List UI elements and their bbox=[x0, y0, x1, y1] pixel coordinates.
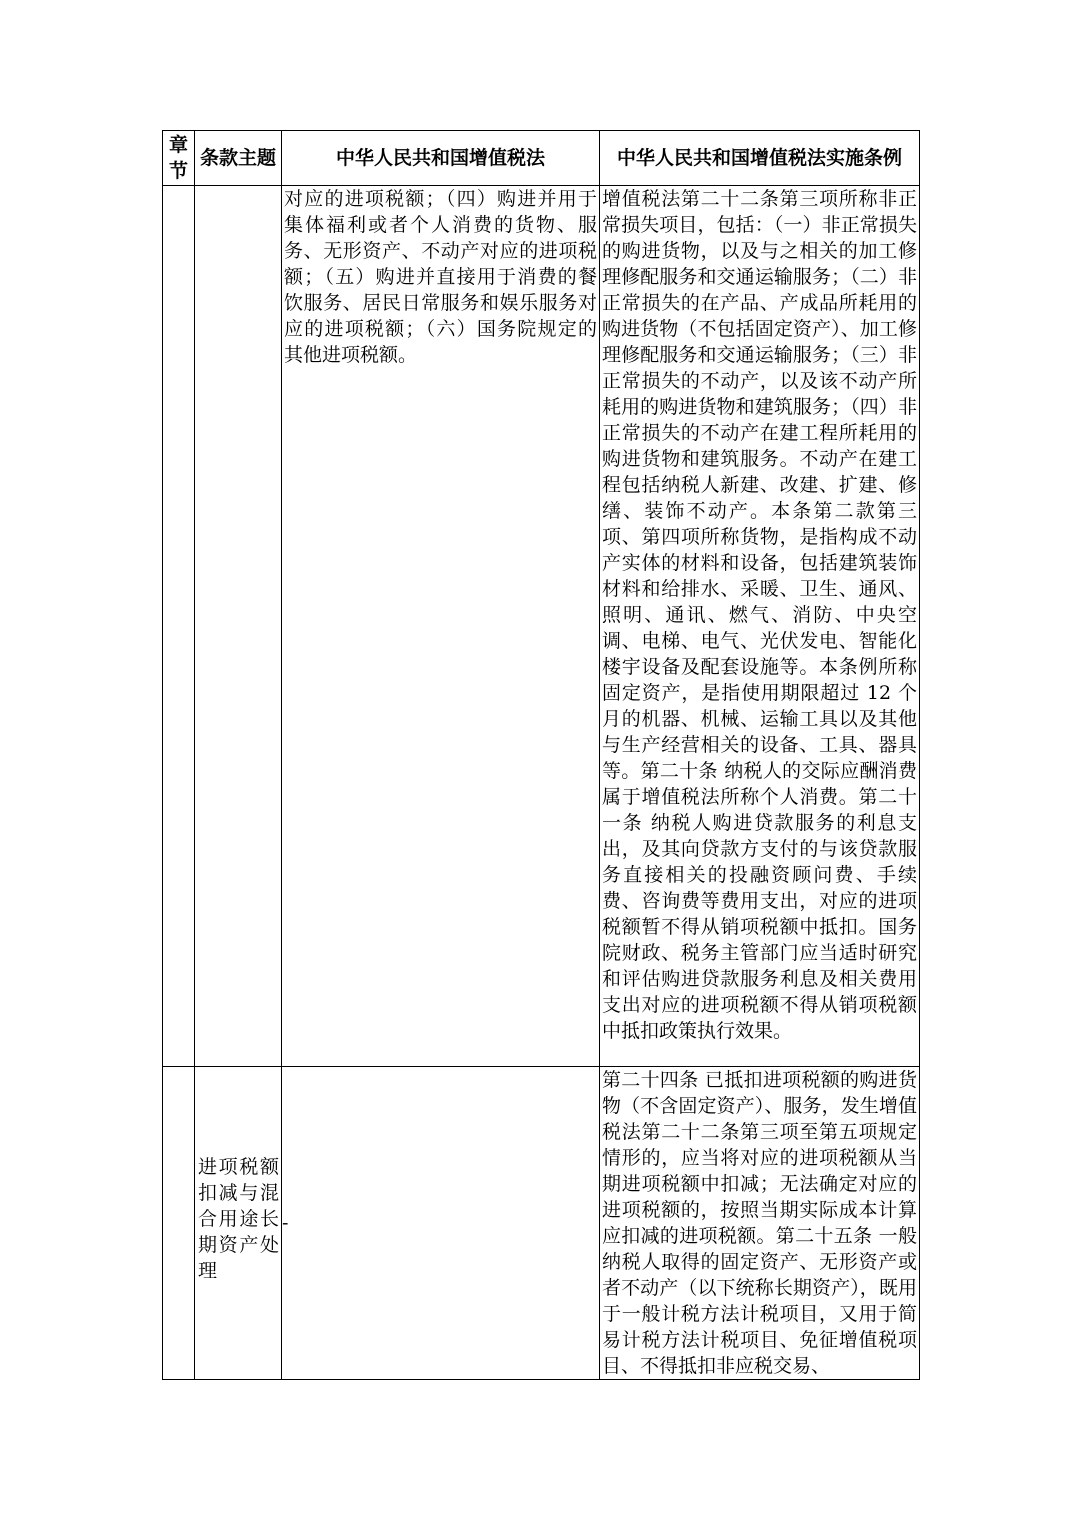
comparison-table bbox=[162, 130, 920, 1380]
header-regulation: 中华人民共和国增值税法实施条例 bbox=[600, 131, 920, 186]
cell-chapter bbox=[163, 186, 195, 1067]
header-law: 中华人民共和国增值税法 bbox=[282, 131, 600, 186]
cell-chapter bbox=[163, 1067, 195, 1380]
cell-law bbox=[282, 186, 600, 1067]
regulation-text: 增值税法第二十二条第三项所称非正常损失项目，包括：（一）非正常损失的购进货物，以及与之相关的加工修理修配服务和交通运输服务；（二）非正常损失的在产品、产成品所耗用的购进货物（不包括固定资产）、加工修理修配服务和交通运输服务；（三）非正常损失的不动产，以及该不动产所耗用的购进货物和建筑服务；（四）非正常损失的不动产在建工程所耗用的购进货物和建筑服务。不动产在建工程包括纳税人新建、改建、扩建、修缮、装饰不动产。本条第二款第三项、第四项所称货物，是指构成不动产实体的材料和设备，包括建筑装饰材料和给排水、采暖、卫生、通风、照明、通讯、燃气、消防、中央空调、电梯、电气、光伏发电、智能化楼宇设备及配套设施等。本条例所称固定资产，是指使用期限超过 12 个月的机器、机械、运输工具以及其他与生产经营相关的设备、工具、器具等。第二十条 纳税人的交际应酬消费属于增值税法所称个人消费。第二十一条 纳税人购进贷款服务的利息支出，及其向贷款方支付的与该贷款服务直接相关的投融资顾问费、手续费、咨询费等费用支出，对应的进项税额暂不得从销项税额中抵扣。国务院财政、税务主管部门应当适时研究和评估购进贷款服务利息及相关费用支出对应的进项税额不得从销项税额中抵扣政策执行效果。 bbox=[602, 188, 917, 1042]
topic-text: 进项税额扣减与混合用途长期资产处理 bbox=[198, 1156, 279, 1282]
law-text: - bbox=[282, 1212, 289, 1234]
table-header-row bbox=[163, 131, 920, 186]
regulation-text: 第二十四条 已抵扣进项税额的购进货物（不含固定资产）、服务，发生增值税法第二十二条第三项至第五项规定情形的，应当将对应的进项税额从当期进项税额中扣减；无法确定对应的进项税额的，按照当期实际成本计算应扣减的进项税额。第二十五条 一般纳税人取得的固定资产、无形资产或者不动产（以下统称长期资产），既用于一般计税方法计税项目，又用于简易计税方法计税项目、免征增值税项目、不得抵扣非应税交易、 bbox=[602, 1069, 917, 1377]
header-chapter: 章节 bbox=[163, 131, 195, 186]
cell-topic bbox=[195, 1067, 282, 1380]
cell-law bbox=[282, 1067, 600, 1380]
header-topic: 条款主题 bbox=[195, 131, 282, 186]
law-text: 对应的进项税额；（四）购进并用于集体福利或者个人消费的货物、服务、无形资产、不动产对应的进项税额；（五）购进并直接用于消费的餐饮服务、居民日常服务和娱乐服务对应的进项税额；（六）国务院规定的其他进项税额。 bbox=[284, 188, 597, 366]
table-row bbox=[163, 1067, 920, 1380]
cell-regulation bbox=[600, 186, 920, 1067]
cell-topic bbox=[195, 186, 282, 1067]
table-row bbox=[163, 186, 920, 1067]
cell-regulation bbox=[600, 1067, 920, 1380]
